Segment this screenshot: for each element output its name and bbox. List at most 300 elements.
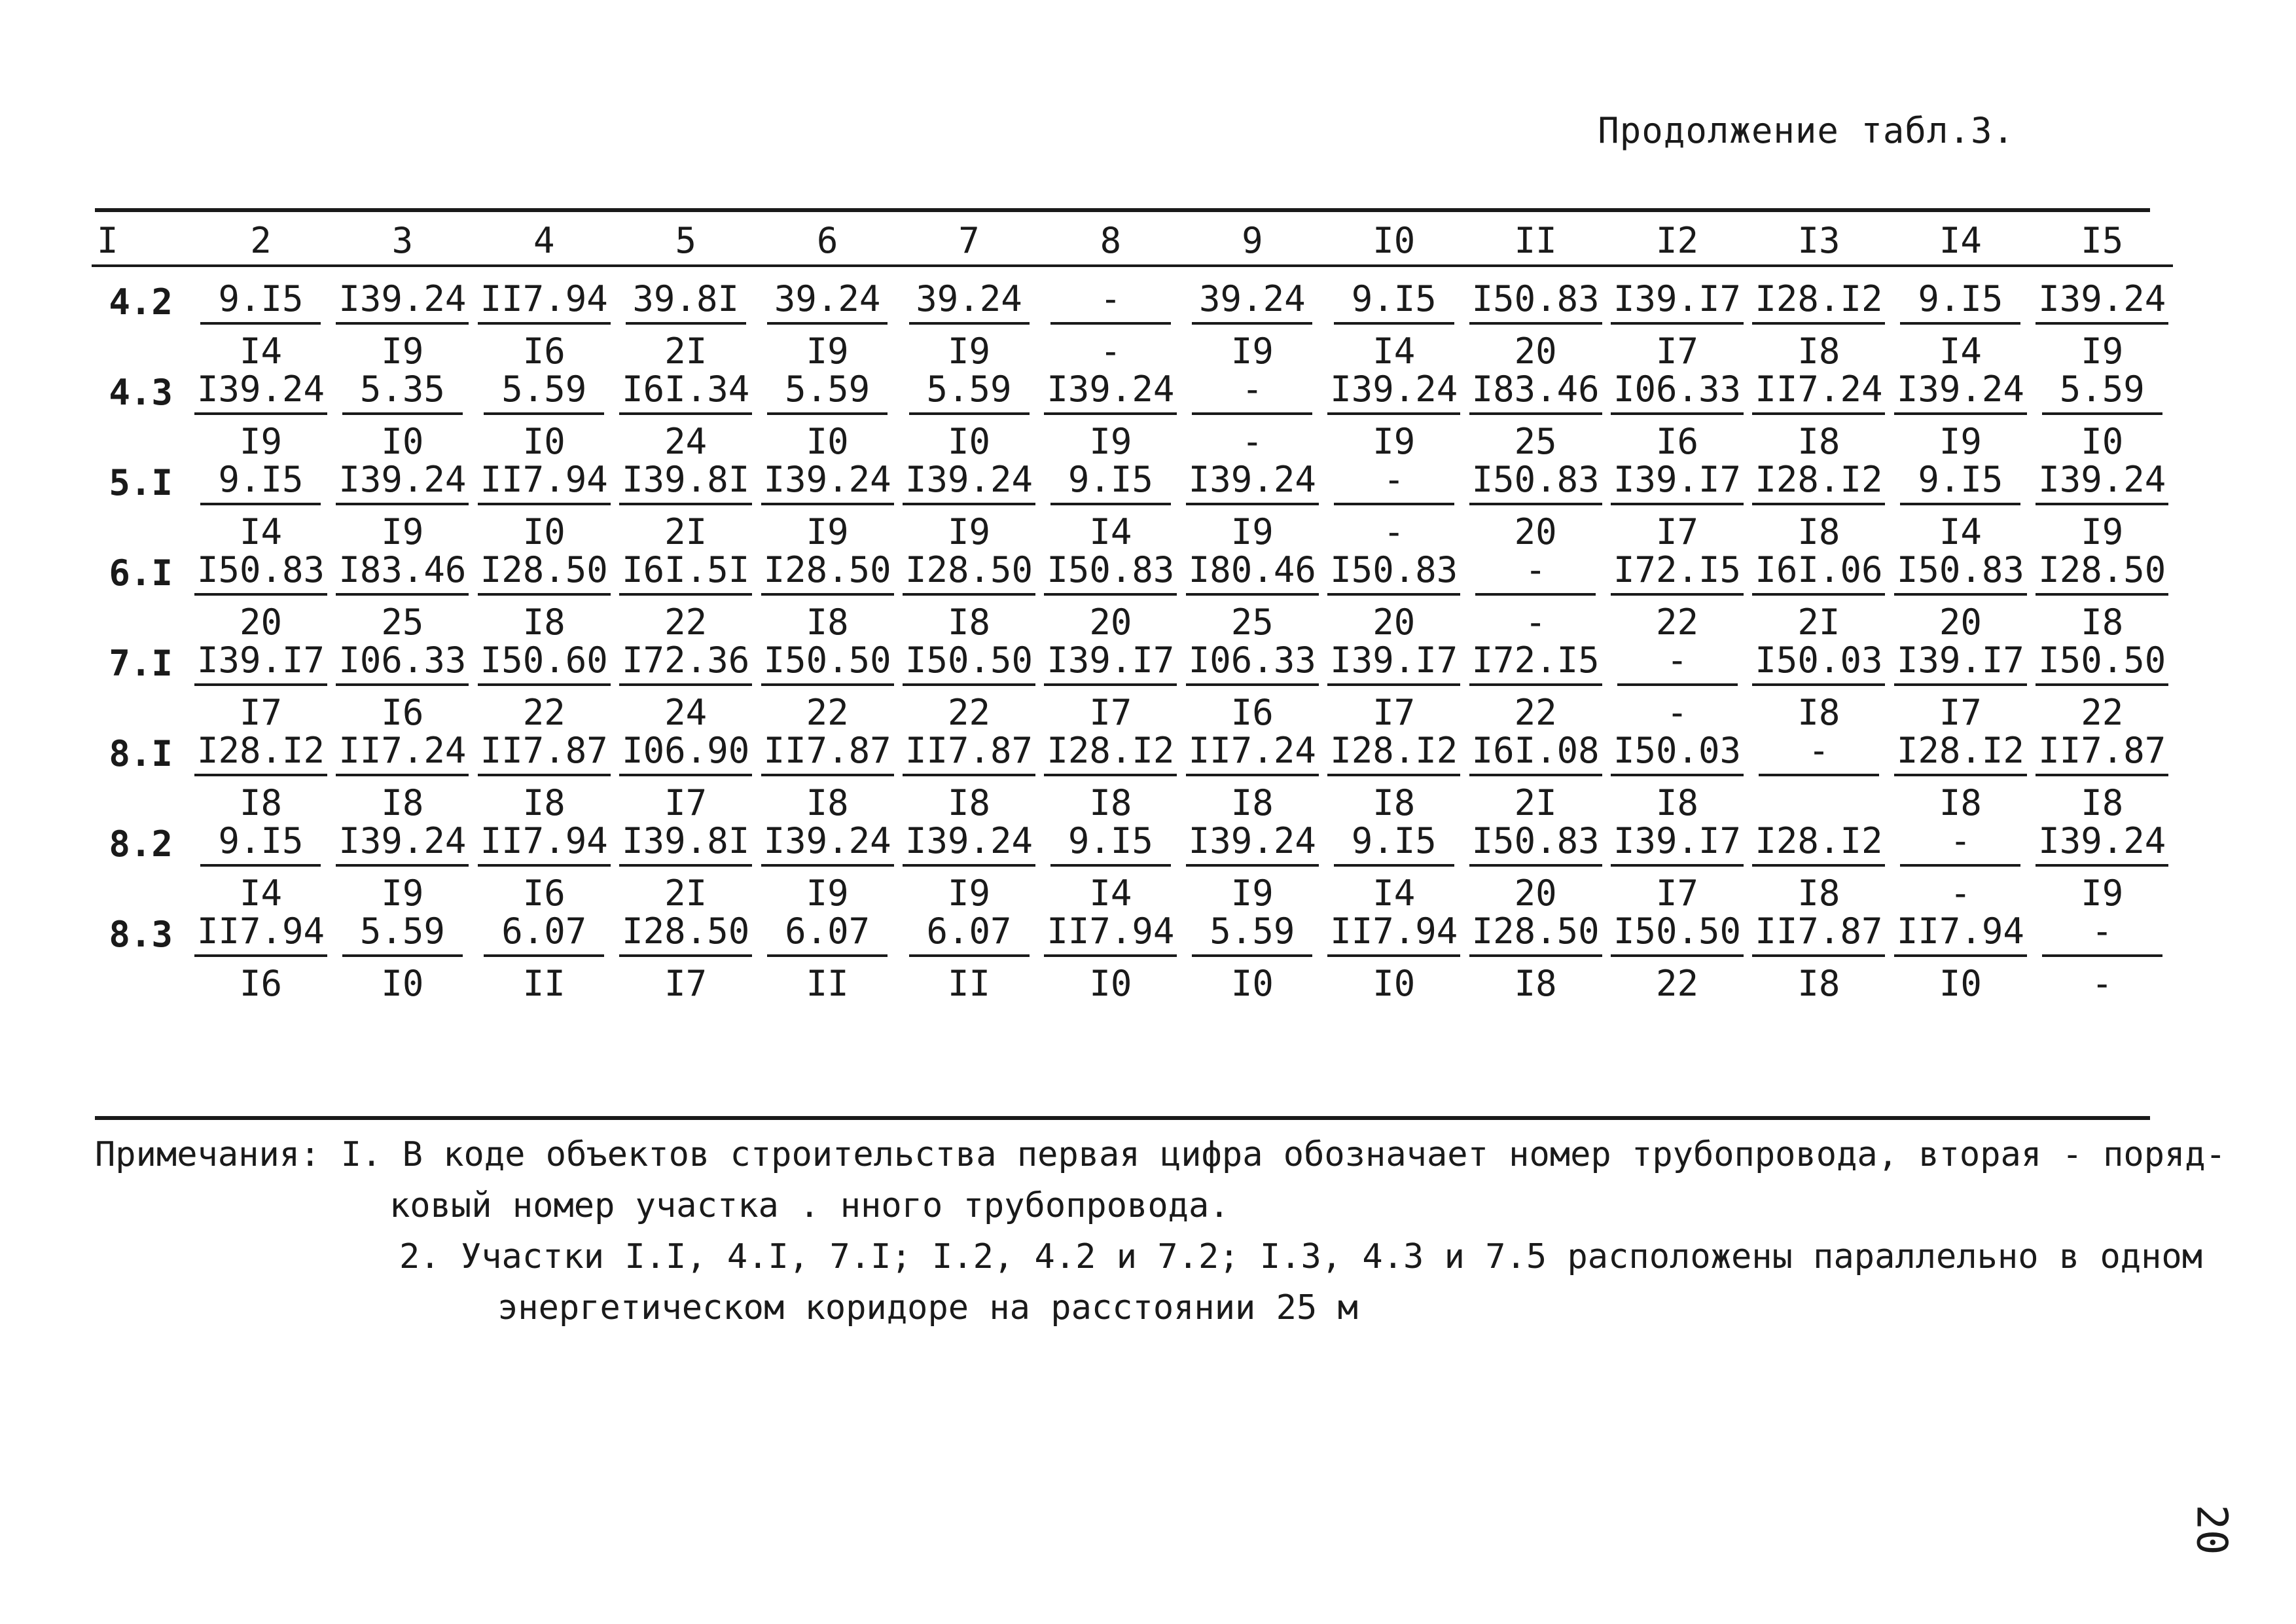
table-cell [190,459,331,552]
fraction-value [626,278,746,372]
cell-denominator: 2I [1797,602,1840,643]
cell-denominator: I7 [239,692,282,733]
cell-denominator: I8 [1797,421,1840,462]
cell-denominator: 20 [1514,511,1557,552]
cell-denominator: I9 [2081,511,2124,552]
table-cell [898,369,1039,462]
cell-numerator: I72.36 [619,643,752,686]
note-1-line-2: ковый номер участка . нного трубопровода. [389,1186,1230,1225]
fraction-value [903,730,1035,823]
column-header: I0 [1323,216,1465,266]
fraction-value [1044,640,1177,733]
fraction-value [336,730,469,823]
cell-denominator: I7 [1372,692,1416,733]
fraction-value [1044,730,1177,823]
fraction-value [1186,820,1319,914]
cell-numerator: 39.8I [626,281,746,325]
table-cell [1181,369,1323,462]
fraction-value [1050,459,1171,552]
column-header: 7 [898,216,1039,266]
fraction-value [1752,911,1885,1004]
fraction-value [1611,730,1744,823]
cell-numerator: I39.24 [1327,372,1460,415]
fraction-value [1894,911,2027,1004]
cell-numerator: 9.I5 [1900,281,2020,325]
cell-numerator: II7.94 [1327,914,1460,957]
cell-numerator: I83.46 [336,552,469,596]
table-row [92,372,2173,462]
cell-denominator: I8 [1797,331,1840,372]
table-cell [757,820,898,914]
table-cell [1181,730,1323,823]
cell-denominator: 22 [522,692,565,733]
cell-numerator: I50.83 [1894,552,2027,596]
column-header: 5 [615,216,757,266]
cell-numerator: I28.50 [903,552,1035,596]
cell-numerator: I39.24 [903,462,1035,505]
cell-denominator: I4 [1372,873,1416,914]
table-cell [1465,278,1606,372]
table-cell [190,549,331,643]
cell-denominator: I8 [1514,963,1557,1004]
table-continuation-caption: Продолжение табл.3. [1598,110,2015,151]
table-cell [1040,730,1181,823]
table-row [92,552,2173,643]
cell-numerator: I39.24 [336,823,469,867]
cell-numerator: 39.24 [909,281,1030,325]
table-cell [898,549,1039,643]
fraction-value [903,640,1035,733]
table-cell [1606,278,1748,372]
cell-denominator: I9 [806,511,849,552]
cell-numerator: I39.24 [194,372,327,415]
cell-denominator: 24 [664,421,708,462]
fraction-value [2036,549,2168,643]
row-code: 8.I [109,733,173,774]
row-code: 8.3 [109,914,173,955]
fraction-value [200,459,321,552]
table-cell [1323,369,1465,462]
cell-numerator: 9.I5 [1050,462,1171,505]
cell-numerator: I50.03 [1611,733,1744,776]
table-cell [473,820,615,914]
table-cell [332,369,473,462]
cell-numerator: II7.94 [1044,914,1177,957]
fraction-value [1334,278,1454,372]
table-cell [898,278,1039,372]
table-cell [1748,459,1890,552]
table-bottom-rule [95,1116,2150,1120]
fraction-value [619,640,752,733]
fraction-value [1611,278,1744,372]
table-cell [332,459,473,552]
cell-denominator: I8 [947,602,991,643]
cell-numerator: - [1900,823,2020,867]
cell-denominator: I6 [239,963,282,1004]
table-cell [1040,459,1181,552]
cell-numerator: I39.24 [2036,823,2168,867]
table-cell [757,730,898,823]
cell-numerator: I39.24 [1186,462,1319,505]
fraction-value [767,278,888,372]
fraction-value [1327,911,1460,1004]
fraction-value [1192,278,1312,372]
fraction-value [903,459,1035,552]
table-cell [1323,911,1465,1004]
cell-denominator: I0 [2081,421,2124,462]
fraction-value [1186,549,1319,643]
cell-denominator: I9 [1939,421,1982,462]
cell-denominator: I9 [947,511,991,552]
cell-denominator: I9 [947,873,991,914]
table-cell [1890,459,2031,552]
cell-numerator: I50.03 [1752,643,1885,686]
fraction-value [1327,640,1460,733]
fraction-value [200,820,321,914]
cell-numerator: I28.I2 [1752,462,1885,505]
cell-denominator: I6 [1230,692,1274,733]
cell-numerator: I39.I7 [1044,643,1177,686]
fraction-value [1894,730,2027,823]
fraction-value [1617,640,1738,733]
cell-denominator: I8 [806,782,849,823]
cell-denominator: 20 [239,602,282,643]
table-cell [1890,549,2031,643]
table-cell [473,911,615,1004]
cell-denominator: I9 [1230,331,1274,372]
table-cell [615,278,757,372]
fraction-value [336,459,469,552]
table-cell [757,549,898,643]
fraction-value [1752,640,1885,733]
table-cell [473,640,615,733]
cell-numerator: I39.8I [619,823,752,867]
cell-numerator: I06.90 [619,733,752,776]
fraction-value [1186,459,1319,552]
table-cell [615,549,757,643]
cell-denominator: II [948,963,991,1004]
fraction-value [2042,911,2162,1004]
note-1-line-1 [95,1129,2226,1180]
table-cell [615,820,757,914]
cell-numerator: II7.94 [478,462,611,505]
table-cell [332,640,473,733]
table-cell [1606,911,1748,1004]
fraction-value [761,730,894,823]
row-code: 5.I [109,462,173,503]
cell-numerator: I39.24 [336,462,469,505]
cell-denominator: I6 [522,331,565,372]
cell-numerator: 6.07 [767,914,888,957]
cell-numerator: 5.59 [484,372,604,415]
fraction-value [1469,278,1602,372]
cell-denominator: I0 [522,511,565,552]
fraction-value [1475,549,1596,643]
cell-denominator: I7 [1656,511,1699,552]
cell-numerator: I50.60 [478,643,611,686]
cell-denominator: I9 [2081,873,2124,914]
table-cell [1465,369,1606,462]
fraction-value [1050,278,1171,372]
table-row [92,823,2173,914]
cell-denominator: 2I [664,511,708,552]
table-cell [1890,911,2031,1004]
cell-denominator: I0 [948,421,991,462]
cell-numerator: 5.59 [1192,914,1312,957]
column-header: I4 [1890,216,2031,266]
fraction-value [342,911,463,1004]
cell-denominator: I8 [947,782,991,823]
table-cell [332,549,473,643]
fraction-value [194,911,327,1004]
table-cell [2032,640,2173,733]
table-cell [332,278,473,372]
fraction-value [1752,459,1885,552]
cell-numerator: I39.24 [761,462,894,505]
cell-denominator: I0 [1230,963,1274,1004]
fraction-value [336,278,469,372]
cell-denominator: I8 [239,782,282,823]
cell-denominator: I9 [806,873,849,914]
cell-numerator: 9.I5 [200,823,321,867]
fraction-value [619,911,752,1004]
cell-numerator: 9.I5 [200,462,321,505]
table-cell [615,911,757,1004]
table-cell [1890,640,2031,733]
cell-denominator: 24 [664,692,708,733]
row-code: 6.I [109,552,173,594]
fraction-value [909,911,1030,1004]
fraction-value [1752,278,1885,372]
fraction-value [336,640,469,733]
cell-numerator: I50.50 [1611,914,1744,957]
table-cell [2032,730,2173,823]
fraction-value [2036,820,2168,914]
table-cell [1748,369,1890,462]
cell-denominator: I9 [1372,421,1416,462]
cell-numerator: I50.50 [903,643,1035,686]
cell-denominator: I0 [381,421,424,462]
fraction-value [1759,730,1879,821]
cell-numerator: I50.83 [1044,552,1177,596]
table-cell [190,730,331,823]
cell-denominator: 22 [947,692,991,733]
cell-denominator: 22 [1514,692,1557,733]
cell-numerator: I39.8I [619,462,752,505]
cell-numerator: II7.94 [478,281,611,325]
cell-numerator: 9.I5 [1334,281,1454,325]
cell-numerator: 39.24 [767,281,888,325]
fraction-value [1469,730,1602,823]
fraction-value [1186,730,1319,823]
table-cell [1323,549,1465,643]
cell-numerator: I50.83 [1469,281,1602,325]
cell-numerator: I39.I7 [1611,462,1744,505]
fraction-value [909,278,1030,372]
cell-numerator: I72.I5 [1469,643,1602,686]
fraction-value [619,730,752,823]
fraction-value [1327,369,1460,462]
column-header: II [1465,216,1606,266]
cell-denominator: I8 [2081,602,2124,643]
cell-denominator: - [1100,331,1122,372]
table-cell [1040,820,1181,914]
cell-denominator: I0 [806,421,849,462]
table-cell [1465,459,1606,552]
cell-denominator: I4 [1372,331,1416,372]
cell-numerator: I6I.08 [1469,733,1602,776]
cell-denominator: I8 [1939,782,1982,823]
column-header: 2 [190,216,331,266]
fraction-value [1327,549,1460,643]
table-cell [1323,730,1465,823]
cell-denominator: 20 [1372,602,1416,643]
table-cell [1748,820,1890,914]
column-header: 6 [757,216,898,266]
table-cell [2032,459,2173,552]
fraction-value [1752,369,1885,462]
cell-denominator: II [806,963,849,1004]
cell-numerator: I28.50 [619,914,752,957]
cell-numerator: 5.59 [767,372,888,415]
table-cell [190,820,331,914]
cell-denominator: 25 [1230,602,1274,643]
cell-numerator: II7.24 [336,733,469,776]
cell-numerator: I39.24 [761,823,894,867]
table-cell [1323,640,1465,733]
table-header-row [92,216,2173,266]
cell-denominator: I6 [522,873,565,914]
cell-numerator: - [1050,281,1171,325]
cell-numerator: II7.94 [478,823,611,867]
cell-denominator: I8 [522,782,565,823]
cell-denominator: I4 [1089,511,1132,552]
cell-numerator: 5.35 [342,372,463,415]
table-row [92,281,2173,372]
cell-denominator: I0 [381,963,424,1004]
cell-denominator: I8 [1797,873,1840,914]
table-cell [757,369,898,462]
table-cell [615,459,757,552]
table-cell [1890,369,2031,462]
fraction-value [903,549,1035,643]
table-cell [757,459,898,552]
cell-denominator: I0 [1939,963,1982,1004]
table-cell [1323,278,1465,372]
cell-numerator: II7.24 [1186,733,1319,776]
table-cell [1181,911,1323,1004]
column-header: I2 [1606,216,1748,266]
fraction-value [1900,820,2020,914]
cell-numerator: I72.I5 [1611,552,1744,596]
cell-numerator: I6I.34 [619,372,752,415]
cell-numerator: 6.07 [909,914,1030,957]
cell-denominator: I9 [381,331,424,372]
cell-numerator: I06.33 [1186,643,1319,686]
cell-numerator: - [2042,914,2162,957]
cell-denominator: 22 [1656,602,1699,643]
fraction-value [1469,459,1602,552]
fraction-value [1192,369,1312,462]
table-cell [1890,820,2031,914]
cell-numerator: I50.50 [2036,643,2168,686]
cell-numerator: 9.I5 [1334,823,1454,867]
table-row [92,914,2173,1004]
fraction-value [1044,549,1177,643]
fraction-value [478,278,611,372]
fraction-value [478,730,611,823]
cell-denominator: I9 [381,511,424,552]
cell-numerator: - [1617,643,1738,686]
table-cell [1181,549,1323,643]
column-header: I [92,216,190,266]
table-cell [1890,278,2031,372]
cell-denominator: I4 [1939,331,1982,372]
table-cell [1040,549,1181,643]
table-cell [1181,820,1323,914]
fraction-value [2036,730,2168,823]
cell-numerator: I39.24 [2036,281,2168,325]
table-cell [1606,730,1748,823]
fraction-value [194,730,327,823]
table-cell [332,730,473,823]
table-cell [1181,459,1323,552]
cell-denominator: I9 [1230,511,1274,552]
cell-denominator: 22 [664,602,708,643]
cell-denominator: I4 [239,511,282,552]
cell-denominator: I8 [381,782,424,823]
cell-numerator: I39.I7 [1611,281,1744,325]
table-cell [1465,640,1606,733]
table-cell [2032,549,2173,643]
table-cell [898,640,1039,733]
table-cell [1040,369,1181,462]
cell-denominator: I6 [381,692,424,733]
cell-denominator: I7 [1939,692,1982,733]
fraction-value [484,369,604,462]
notes-prefix: Примечания: [95,1135,321,1174]
note-2-line-1 [95,1231,2226,1282]
cell-numerator: 5.59 [909,372,1030,415]
table-cell [190,911,331,1004]
cell-denominator: 20 [1514,331,1557,372]
row-code: 7.I [109,643,173,684]
cell-denominator: 20 [1514,873,1557,914]
table-cell [1748,549,1890,643]
fraction-value [619,820,752,914]
table-cell [1040,640,1181,733]
table-cell [1606,640,1748,733]
table-cell [757,640,898,733]
cell-numerator: I39.24 [1894,372,2027,415]
cell-denominator: I4 [239,873,282,914]
table-cell [190,640,331,733]
table-cell [1748,911,1890,1004]
table-cell [757,911,898,1004]
table-cell [1890,730,2031,823]
cell-numerator: I39.I7 [1894,643,2027,686]
table-cell [1606,549,1748,643]
column-header: I3 [1748,216,1890,266]
cell-numerator: - [1334,462,1454,505]
note-1-number: I. [340,1135,382,1174]
fraction-value [2042,369,2162,462]
table-top-rule [95,208,2150,212]
cell-denominator [1759,776,1879,821]
cell-denominator: 2I [1514,782,1557,823]
cell-numerator: II7.87 [1752,914,1885,957]
cell-denominator: I9 [806,331,849,372]
